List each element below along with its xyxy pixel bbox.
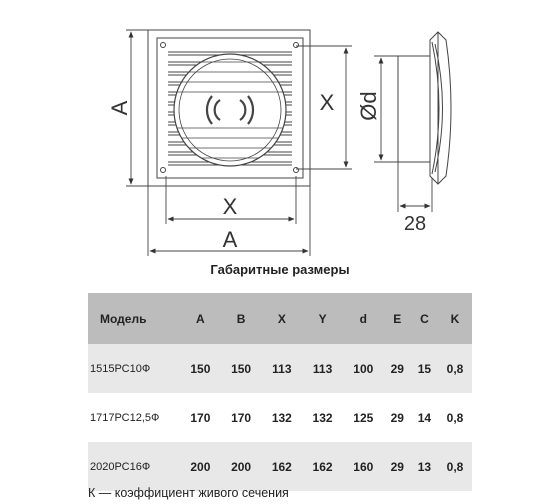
table-cell: 200: [221, 442, 262, 491]
table-header-row: [88, 293, 472, 344]
table-cell: 125: [353, 410, 374, 425]
front-view: [148, 30, 310, 186]
table-cell: 100: [343, 344, 384, 393]
dimension-x-vertical-label: X: [319, 90, 335, 115]
table-row: [88, 344, 472, 393]
table-cell: 29: [390, 410, 404, 425]
header-cell: X: [261, 293, 302, 344]
table-cell: 13: [411, 442, 438, 491]
table-cell: 113: [302, 344, 343, 393]
header-cell: A: [180, 293, 221, 344]
table-cell: 0,8: [438, 344, 472, 393]
table-cell: 0,8: [438, 442, 472, 491]
side-view: [398, 32, 451, 184]
header-cell: C: [411, 293, 438, 344]
footnote: К — коэффициент живого сечения: [88, 486, 289, 500]
table-cell: 150: [221, 344, 262, 393]
model-cell: 1515РС10Ф: [88, 344, 180, 393]
table-cell: 162: [302, 442, 343, 491]
header-cell: Y: [302, 293, 343, 344]
dimension-x-horizontal-label: X: [222, 194, 238, 219]
header-cell: B: [221, 293, 262, 344]
table-cell: 162: [261, 442, 302, 491]
table-cell: 200: [180, 442, 221, 491]
table-cell: 170: [231, 410, 252, 425]
header-cell: K: [438, 293, 472, 344]
table-cell: 150: [180, 344, 221, 393]
duct-circle: [174, 54, 286, 166]
table-cell: 29: [384, 344, 411, 393]
dimensions-table: [88, 293, 472, 491]
model-cell: 2020РС16Ф: [88, 442, 180, 491]
grille-profile: [430, 32, 451, 184]
table-cell: 0,8: [446, 410, 464, 425]
table-row: [88, 393, 472, 442]
dimension-a-horizontal-label: A: [222, 227, 238, 252]
table-cell: 170: [190, 410, 211, 425]
header-cell: E: [384, 293, 411, 344]
dimension-depth-label: 28: [403, 213, 427, 235]
table-cell: 14: [417, 410, 432, 425]
header-cell: Модель: [88, 293, 180, 344]
header-cell: d: [343, 293, 384, 344]
duct-spigot: [398, 56, 430, 162]
table-cell: 15: [411, 344, 438, 393]
table-caption: Габаритные размеры: [210, 262, 350, 277]
table-cell: 113: [261, 344, 302, 393]
dimension-depth: [398, 162, 432, 212]
model-cell: 1717РС12,5Ф: [90, 411, 160, 424]
table-cell: 132: [271, 410, 292, 425]
dimension-d-label: Ød: [356, 91, 381, 121]
table-cell: 29: [384, 442, 411, 491]
table-cell: 160: [343, 442, 384, 491]
dimension-a-vertical-label: A: [107, 100, 132, 116]
table-cell: 132: [312, 410, 333, 425]
